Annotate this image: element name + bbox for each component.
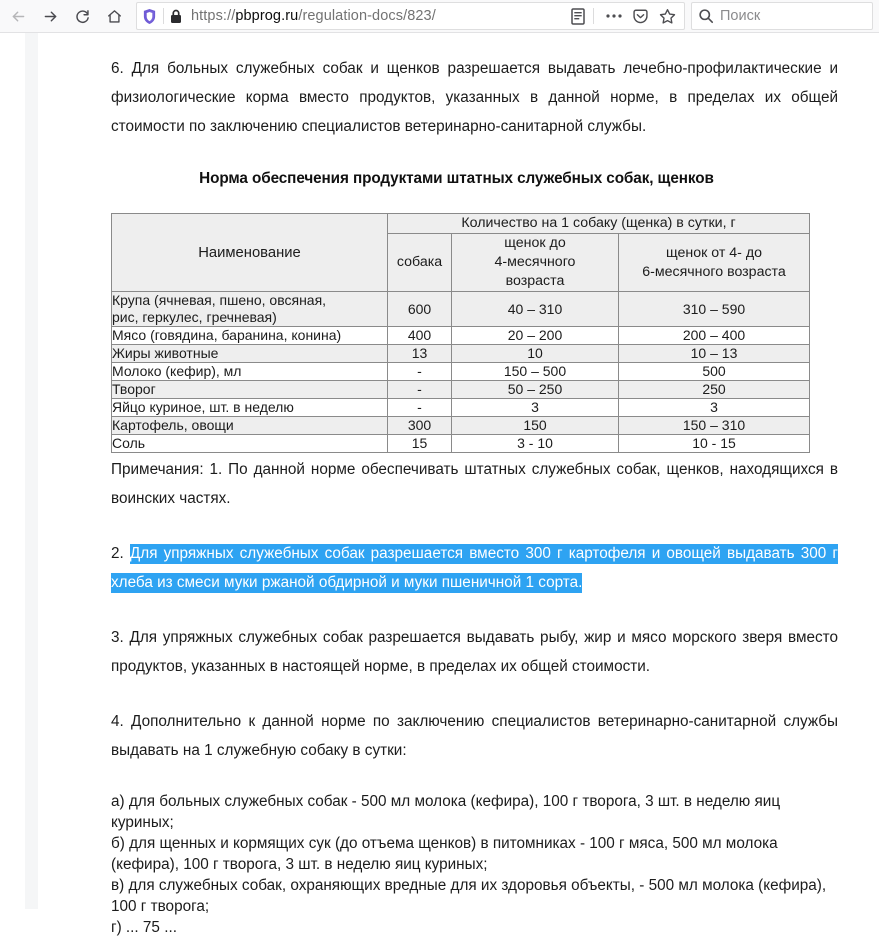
row-name: Молоко (кефир), мл bbox=[112, 363, 388, 381]
table-head bbox=[112, 214, 810, 292]
row-name: Творог bbox=[112, 381, 388, 399]
navigation-buttons bbox=[0, 1, 130, 31]
forward-button[interactable] bbox=[34, 1, 66, 31]
row-dog: 300 bbox=[388, 417, 452, 435]
row-dog: - bbox=[388, 381, 452, 399]
row-puppy6: 10 – 13 bbox=[619, 345, 810, 363]
search-input[interactable]: Поиск bbox=[720, 8, 761, 24]
th-quantity-group: Количество на 1 собаку (щенка) в сутки, г bbox=[388, 214, 810, 234]
list-item-a: а) для больных служебных собак - 500 мл молока (кефира), 100 г творога, 3 шт. в неделю яиц куриных; bbox=[111, 793, 781, 831]
page-left-gutter bbox=[25, 33, 38, 909]
row-dog: 600 bbox=[388, 292, 452, 327]
address-bar-identity bbox=[137, 8, 191, 25]
th-puppy4-line1: щенок до bbox=[504, 235, 566, 251]
star-icon bbox=[659, 8, 676, 25]
row-name: Соль bbox=[112, 435, 388, 453]
th-puppy4-line2: 4-месячного bbox=[494, 254, 576, 270]
notes-paragraph: Примечания: 1. По данной норме обеспечивать штатных служебных собак, щенков, находящихся в воинских частях. bbox=[111, 461, 838, 507]
row-name-line1: Крупа (ячневая, пшено, овсяная, bbox=[112, 292, 327, 308]
search-icon bbox=[692, 8, 720, 24]
table-row bbox=[112, 363, 810, 381]
spacer bbox=[111, 681, 838, 707]
lock-icon[interactable] bbox=[170, 9, 182, 24]
table-row bbox=[112, 381, 810, 399]
ellipsis-icon bbox=[605, 13, 623, 19]
table-row bbox=[112, 399, 810, 417]
row-name: Яйцо куриное, шт. в неделю bbox=[112, 399, 388, 417]
row-puppy4: 150 bbox=[452, 417, 619, 435]
table-row bbox=[112, 345, 810, 363]
address-bar-actions bbox=[564, 3, 684, 29]
shield-icon[interactable] bbox=[142, 8, 157, 25]
page-content bbox=[38, 33, 879, 936]
paragraph-3: 3. Для упряжных служебных собак разрешается выдавать рыбу, жир и мясо морского зверя вместо продуктов, указанных в настоящей норме, в пределах их общей стоимости. bbox=[111, 629, 838, 675]
th-puppy4-line3: возраста bbox=[505, 273, 565, 289]
paragraph-2 bbox=[111, 539, 838, 597]
row-puppy6: 310 – 590 bbox=[619, 292, 810, 327]
row-name-line2: рис, геркулес, гречневая) bbox=[112, 309, 277, 325]
row-puppy4: 3 bbox=[452, 399, 619, 417]
table-header-row-1 bbox=[112, 214, 810, 234]
row-puppy6: 10 - 15 bbox=[619, 435, 810, 453]
norms-table bbox=[111, 213, 810, 453]
row-puppy6: 500 bbox=[619, 363, 810, 381]
row-puppy4: 150 – 500 bbox=[452, 363, 619, 381]
address-bar[interactable] bbox=[136, 2, 685, 30]
url-path: /regulation-docs/823/ bbox=[298, 8, 436, 24]
row-puppy4: 10 bbox=[452, 345, 619, 363]
th-name: Наименование bbox=[112, 214, 388, 292]
row-dog: - bbox=[388, 399, 452, 417]
th-puppy-to-4-months bbox=[452, 234, 619, 292]
paragraph-2-number: 2. bbox=[111, 545, 130, 562]
th-dog: собака bbox=[388, 234, 452, 292]
row-name: Картофель, овощи bbox=[112, 417, 388, 435]
pocket-icon bbox=[632, 8, 649, 25]
row-puppy4: 50 – 250 bbox=[452, 381, 619, 399]
page-viewport bbox=[0, 33, 879, 936]
spacer bbox=[111, 597, 838, 623]
table-row bbox=[112, 435, 810, 453]
selected-text[interactable]: Для упряжных служебных собак разрешается вместо 300 г картофеля и овощей выдавать 300 г хлеба из смеси муки ржаной обдирной и муки пшеничной 1 сорта. bbox=[111, 545, 838, 591]
paragraph-6: 6. Для больных служебных собак и щенков разрешается выдавать лечебно-профилактические и физиологические корма вместо продуктов, указанных в данной норме, в пределах их общей стоимости по заключению специалистов ветеринарно-санитарной службы. bbox=[111, 60, 838, 135]
row-name: Жиры животные bbox=[112, 345, 388, 363]
row-puppy6: 150 – 310 bbox=[619, 417, 810, 435]
row-dog: 400 bbox=[388, 327, 452, 345]
spacer bbox=[111, 765, 838, 791]
url-prefix: https:// bbox=[191, 8, 236, 24]
home-icon bbox=[106, 8, 123, 25]
row-dog: 15 bbox=[388, 435, 452, 453]
reader-view-button[interactable] bbox=[564, 3, 591, 29]
search-bar[interactable] bbox=[691, 2, 873, 30]
table-title: Норма обеспечения продуктами штатных служебных собак, щенков bbox=[199, 170, 714, 187]
table-row bbox=[112, 417, 810, 435]
pocket-button[interactable] bbox=[627, 3, 654, 29]
th-puppy6-line2: 6-месячного возраста bbox=[642, 263, 786, 280]
row-puppy4: 3 - 10 bbox=[452, 435, 619, 453]
table-row bbox=[112, 327, 810, 345]
row-name: Мясо (говядина, баранина, конина) bbox=[112, 327, 388, 345]
row-puppy6: 3 bbox=[619, 399, 810, 417]
table-body bbox=[112, 292, 810, 453]
actions-separator bbox=[593, 8, 594, 24]
table-row bbox=[112, 292, 810, 327]
th-puppy-4-to-6-months bbox=[619, 234, 810, 292]
paragraph-4: 4. Дополнительно к данной норме по заключению специалистов ветеринарно-санитарной службы выдавать на 1 служебную собаку в сутки: bbox=[111, 713, 838, 759]
list-item-b: б) для щенных и кормящих сук (до отъема щенков) в питомниках - 100 г мяса, 500 мл молока (кефира), 100 г творога, 3 шт. в неделю яиц куриных; bbox=[111, 835, 778, 873]
url-domain: pbprog.ru bbox=[235, 8, 299, 24]
row-puppy4: 20 – 200 bbox=[452, 327, 619, 345]
row-puppy6: 200 – 400 bbox=[619, 327, 810, 345]
reader-view-icon bbox=[571, 8, 585, 25]
back-button[interactable] bbox=[2, 1, 34, 31]
list-item-g-clipped: г) ... 75 ... bbox=[111, 919, 177, 936]
row-dog: - bbox=[388, 363, 452, 381]
home-button[interactable] bbox=[98, 1, 130, 31]
list-item-v: в) для служебных собак, охраняющих вредные для их здоровья объекты, - 500 мл молока (кефира), 100 г творога; bbox=[111, 877, 827, 915]
arrow-left-icon bbox=[10, 8, 27, 25]
bookmark-button[interactable] bbox=[654, 3, 681, 29]
reload-icon bbox=[74, 8, 91, 25]
url-text[interactable] bbox=[191, 8, 564, 24]
arrow-right-icon bbox=[42, 8, 59, 25]
row-dog: 13 bbox=[388, 345, 452, 363]
page-actions-button[interactable] bbox=[600, 3, 627, 29]
row-name bbox=[112, 292, 388, 327]
identity-separator bbox=[163, 8, 164, 24]
browser-toolbar bbox=[0, 0, 879, 33]
row-puppy6: 250 bbox=[619, 381, 810, 399]
th-puppy6-line1: щенок от 4- до bbox=[665, 244, 763, 261]
reload-button[interactable] bbox=[66, 1, 98, 31]
row-puppy4: 40 – 310 bbox=[452, 292, 619, 327]
spacer bbox=[111, 513, 838, 539]
